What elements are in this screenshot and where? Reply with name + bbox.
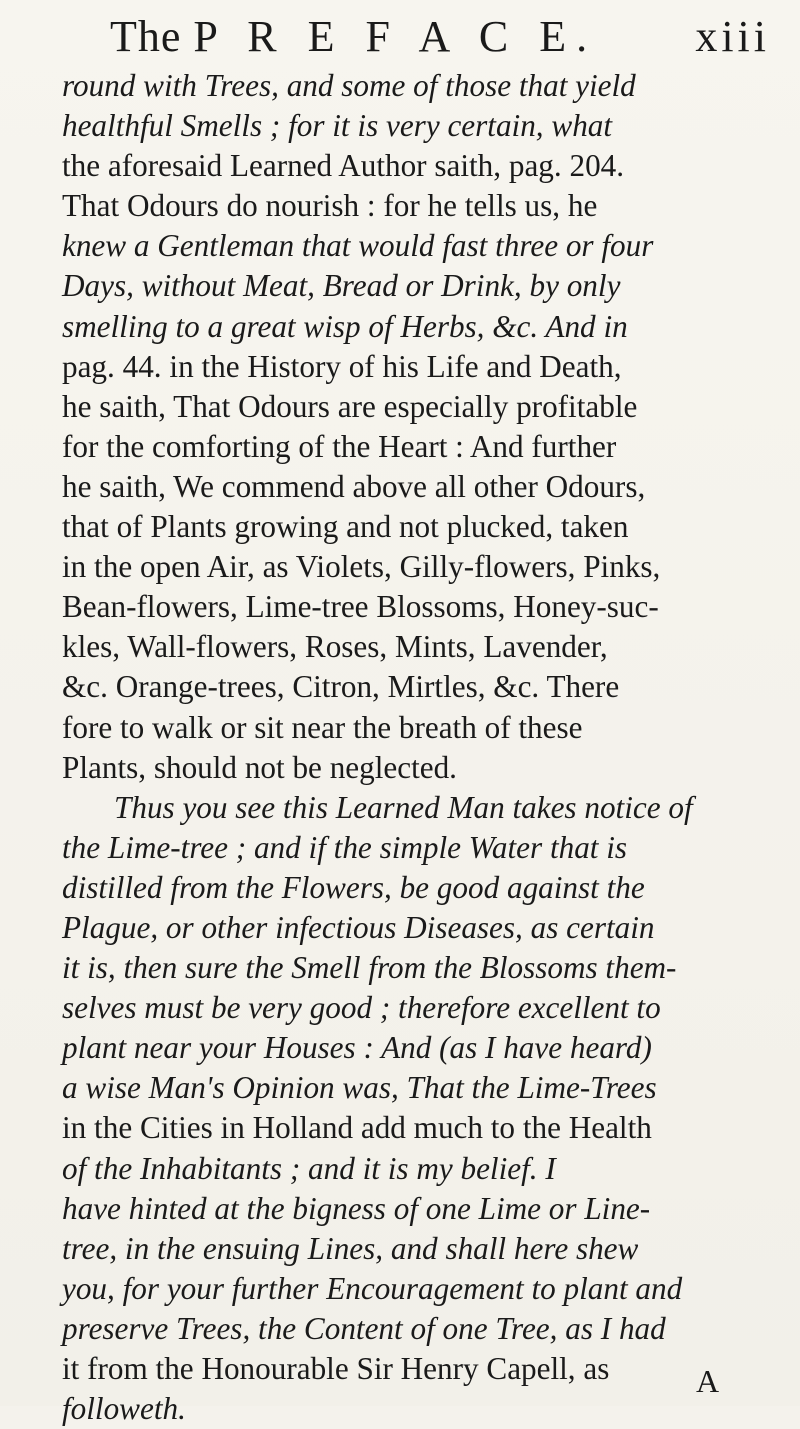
text-line: Days, without Meat, Bread or Drink, by only — [62, 268, 621, 304]
text-line: Plants, should not be neglected. — [62, 749, 457, 785]
header-preface: P R E F A C E. — [193, 12, 598, 61]
text-line: tree, in the ensuing Lines, and shall here shew — [62, 1230, 639, 1266]
text-line: he saith, We commend above all other Odours, — [62, 468, 646, 504]
text-line: you, for your further Encouragement to plant and — [62, 1270, 683, 1306]
text-line: have hinted at the bigness of one Lime or Line- — [62, 1190, 651, 1226]
catchword: A — [696, 1363, 720, 1399]
text-line: distilled from the Flowers, be good against the — [62, 869, 645, 905]
body-text — [62, 66, 752, 1429]
text-line: it is, then sure the Smell from the Blossoms them- — [62, 950, 677, 986]
text-line: followeth. — [62, 1391, 186, 1427]
text-line: round with Trees, and some of those that yield — [62, 68, 636, 103]
text-line: of the Inhabitants ; and it is my belief. I — [62, 1150, 556, 1186]
text-line: &c. Orange-trees, Citron, Mirtles, &c. There — [62, 669, 620, 705]
text-line: that of Plants growing and not plucked, taken — [62, 509, 629, 545]
text-line: kles, Wall-flowers, Roses, Mints, Lavender, — [62, 629, 608, 665]
text-line: for the comforting of the Heart : And further — [62, 428, 617, 464]
text-line: a wise Man's Opinion was, That the Lime-Trees — [62, 1070, 657, 1106]
text-line: in the Cities in Holland add much to the Health — [62, 1110, 652, 1146]
text-line: knew a Gentleman that would fast three or four — [62, 228, 654, 264]
text-line: preserve Trees, the Content of one Tree, as I had — [62, 1310, 666, 1346]
text-line: the Lime-tree ; and if the simple Water that is — [62, 829, 628, 865]
text-line: pag. 44. in the History of his Life and Death, — [62, 348, 622, 384]
text-line: smelling to a great wisp of Herbs, &c. And in — [62, 308, 628, 344]
text-line: fore to walk or sit near the breath of these — [62, 709, 583, 745]
header-the: The — [110, 12, 182, 61]
text-line: he saith, That Odours are especially profitable — [62, 388, 638, 424]
running-header — [110, 8, 770, 66]
text-line: the aforesaid Learned Author saith, pag. 204. — [62, 148, 625, 184]
text-line: it from the Honourable Sir Henry Capell, as — [62, 1351, 610, 1386]
page-number: xiii — [695, 12, 770, 61]
text-line: selves must be very good ; therefore excellent to — [62, 990, 661, 1026]
text-line: Plague, or other infectious Diseases, as certain — [62, 909, 655, 945]
text-line: plant near your Houses : And (as I have heard) — [62, 1030, 652, 1066]
text-line: Thus you see this Learned Man takes notice of — [114, 789, 693, 825]
text-line: in the open Air, as Violets, Gilly-flowers, Pinks, — [62, 549, 661, 585]
text-line: Bean-flowers, Lime-tree Blossoms, Honey-suc- — [62, 589, 659, 625]
text-line: That Odours do nourish : for he tells us, he — [62, 188, 598, 224]
text-line: healthful Smells ; for it is very certain, what — [62, 108, 613, 144]
